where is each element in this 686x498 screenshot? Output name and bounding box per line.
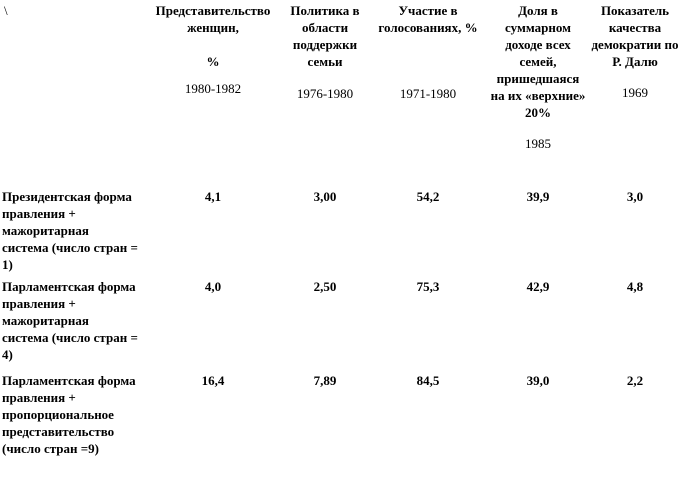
- value-cell: 4,8: [626, 279, 644, 294]
- row-label: Парламентская форма правления + пропорциональное представительство (число стран =9): [2, 373, 136, 456]
- value-cell: 4,1: [204, 189, 222, 204]
- header-unit: %: [206, 54, 220, 69]
- header-top-income-share: [490, 2, 586, 188]
- header-title: Доля в суммарном доходе всех семей, пришедшаяся на их «верхние» 20%: [490, 3, 586, 120]
- value-cell: 3,00: [313, 189, 337, 204]
- table-row: [2, 372, 684, 457]
- value-cell: 2,50: [313, 279, 337, 294]
- header-women-representation: [142, 2, 284, 188]
- header-title: Участие в голосованиях, %: [378, 3, 478, 35]
- header-family-policy: [284, 2, 366, 188]
- value-cell: 16,4: [201, 373, 225, 388]
- value-cell: 39,0: [526, 373, 550, 388]
- header-year: 1980-1982: [184, 81, 242, 96]
- value-cell: 42,9: [526, 279, 550, 294]
- header-title: Показатель качества демократии по Р. Далю: [591, 3, 679, 69]
- value-cell: 2,2: [626, 373, 644, 388]
- value-cell: 54,2: [416, 189, 440, 204]
- header-title: Представительство женщин,: [155, 3, 271, 35]
- header-year: 1969: [622, 85, 648, 100]
- value-cell: 84,5: [416, 373, 440, 388]
- value-cell: 39,9: [526, 189, 550, 204]
- value-cell: 3,0: [626, 189, 644, 204]
- row-label: Парламентская форма правления + мажоритарная система (число стран = 4): [2, 279, 138, 362]
- header-row: [2, 2, 684, 188]
- row-label: Президентская форма правления + мажоритарная система (число стран = 1): [2, 189, 138, 272]
- header-year: 1976-1980: [296, 86, 354, 101]
- header-voting-participation: [366, 2, 490, 188]
- table-row: [2, 188, 684, 278]
- header-dahl-democracy-index: [586, 2, 684, 188]
- value-cell: 4,0: [204, 279, 222, 294]
- value-cell: 75,3: [416, 279, 440, 294]
- comparison-table: [2, 2, 684, 457]
- table-row: [2, 278, 684, 372]
- value-cell: 7,89: [313, 373, 337, 388]
- header-title: Политика в области поддержки семьи: [290, 3, 360, 69]
- header-year: 1985: [525, 136, 551, 151]
- header-year: 1971-1980: [399, 86, 457, 101]
- corner-cell: \: [4, 3, 8, 18]
